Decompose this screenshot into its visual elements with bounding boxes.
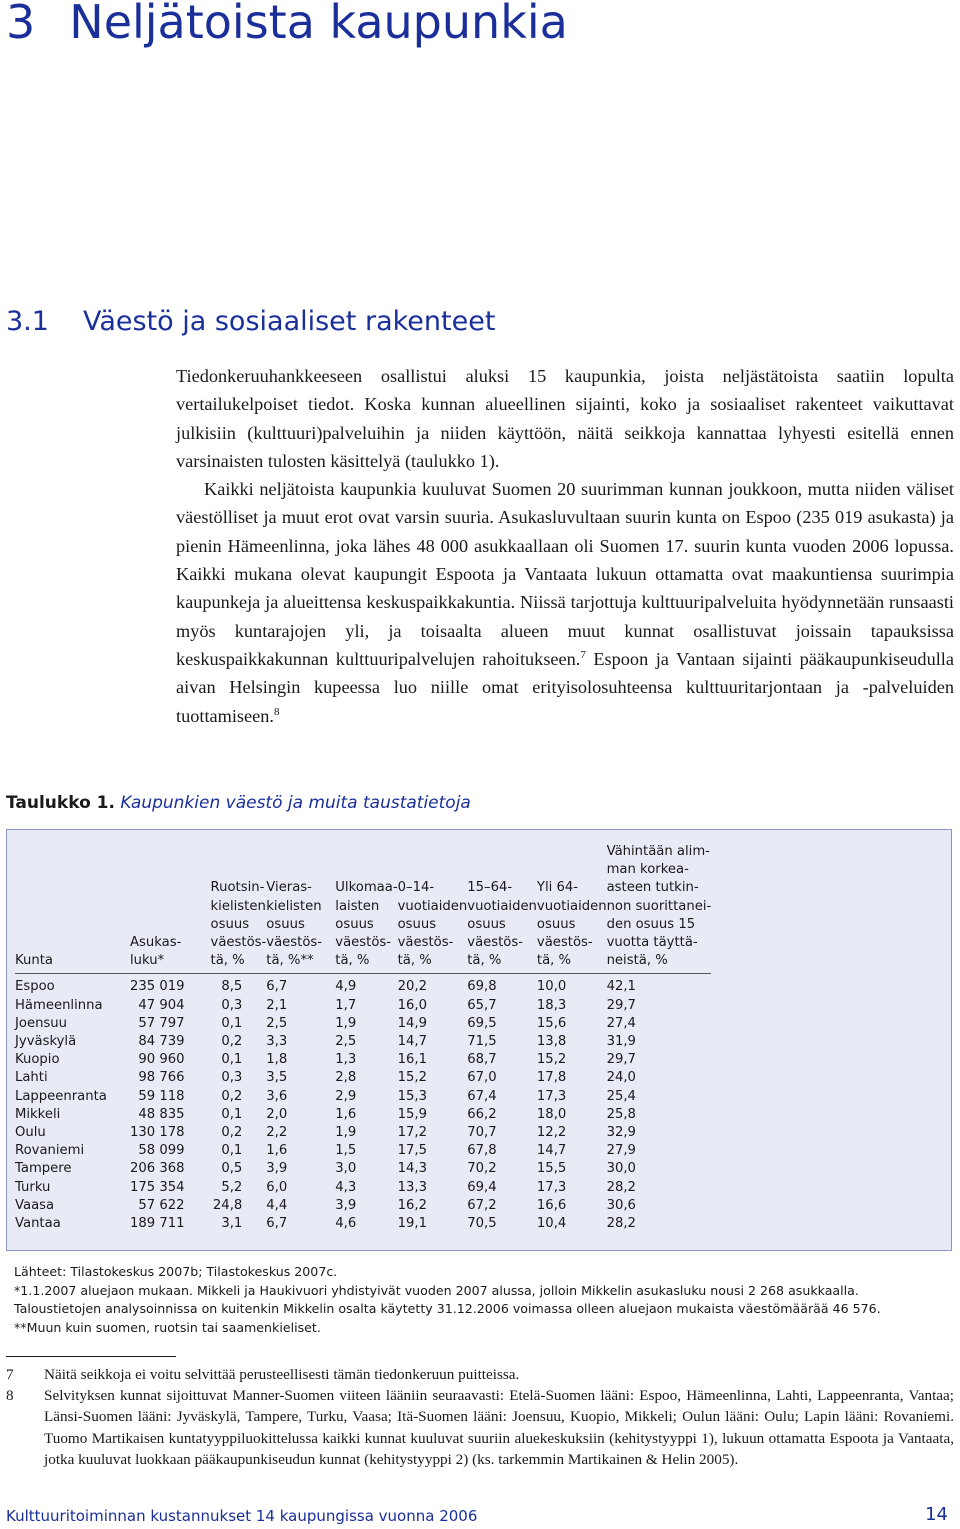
column-header-line: man korkea- [606, 862, 689, 878]
table-cell: 15,3 [397, 1088, 427, 1104]
footnote-number: 7 [6, 1366, 14, 1383]
table-cell: 0,2 [221, 1125, 243, 1141]
table-cell: 8,5 [221, 979, 243, 995]
table-note: **Muun kuin suomen, ruotsin tai saamenkieliset. [14, 1319, 321, 1335]
column-header-line: Kunta [15, 953, 53, 969]
table-caption-label: Taulukko 1. [6, 793, 115, 813]
city-name-cell: Vaasa [15, 1197, 55, 1213]
table-cell: 69,5 [467, 1015, 497, 1031]
city-name-cell: Tampere [15, 1161, 72, 1177]
table-cell: 0,5 [221, 1161, 243, 1177]
table-cell: 0,2 [221, 1088, 243, 1104]
table-cell: 0,2 [221, 1034, 243, 1050]
column-header-line: Yli 64- [536, 880, 579, 896]
chapter-title-text: Neljätoista kaupunkia [69, 0, 568, 49]
table-cell: 0,1 [221, 1106, 243, 1122]
table-cell: 25,4 [606, 1088, 636, 1104]
table-cell: 28,2 [606, 1179, 636, 1195]
table-cell: 19,1 [397, 1216, 427, 1232]
column-header-line: väestös- [536, 935, 593, 951]
footnote-text: Näitä seikkoja ei voitu selvittää perusteellisesti tämän tiedonkeruun puitteissa. [44, 1366, 520, 1383]
table-cell: 14,3 [397, 1161, 427, 1177]
table-note: *1.1.2007 aluejaon mukaan. Mikkeli ja Haukivuori yhdistyivät vuoden 2007 alussa, jolloin Mikkelin asukasluku nousi 2 268 asukkaalla. [14, 1282, 859, 1298]
table-row [15, 1197, 711, 1215]
table-cell: 10,0 [536, 979, 567, 995]
table-cell: 18,3 [536, 997, 567, 1013]
table-row [15, 974, 711, 997]
column-header-line: tä, % [467, 953, 502, 969]
page-number: 14 [925, 1504, 948, 1525]
chapter-number: 3 [6, 0, 36, 49]
table-cell: 32,9 [606, 1125, 636, 1141]
table-cell: 17,2 [397, 1125, 427, 1141]
table-cell: 65,7 [467, 997, 497, 1013]
column-header-line: osuus [335, 916, 374, 932]
table-cell: 30,6 [606, 1197, 636, 1213]
column-header-line: tä, % [210, 953, 245, 969]
city-name-cell: Lappeenranta [15, 1088, 107, 1104]
column-header-line: väestös- [467, 935, 524, 951]
table-row [15, 1051, 711, 1069]
column-header-line: väestös- [266, 935, 323, 951]
table-cell: 67,8 [467, 1143, 497, 1159]
table-cell: 0,1 [221, 1052, 243, 1068]
population-table [15, 843, 711, 1233]
table-cell: 4,6 [335, 1216, 357, 1232]
table-cell: 235 019 [130, 979, 185, 995]
table-body [15, 974, 711, 1233]
table-cell: 2,5 [266, 1015, 288, 1031]
table-cell: 29,7 [606, 997, 636, 1013]
column-header-line: asteen tutkin- [606, 880, 699, 896]
column-header [335, 843, 397, 974]
column-header-line: osuus [397, 916, 437, 932]
table-cell: 57 622 [138, 1197, 185, 1213]
table-cell: 2,9 [335, 1088, 357, 1104]
table-cell: 2,2 [266, 1125, 288, 1141]
table-cell: 1,8 [266, 1052, 288, 1068]
table-cell: 2,5 [335, 1034, 357, 1050]
table-cell: 17,8 [536, 1070, 567, 1086]
table-cell: 59 118 [138, 1088, 185, 1104]
table-cell: 69,8 [467, 979, 497, 995]
footer-title: Kulttuuritoiminnan kustannukset 14 kaupungissa vuonna 2006 [6, 1507, 478, 1525]
column-header-line: vuotiaiden [397, 898, 468, 914]
table-cell: 14,9 [397, 1015, 427, 1031]
table-cell: 70,7 [467, 1125, 497, 1141]
column-header-line: laisten [335, 898, 380, 914]
table-cell: 5,2 [221, 1179, 243, 1195]
section-title [6, 300, 495, 344]
body-text [176, 362, 954, 730]
table-cell: 0,1 [221, 1015, 243, 1031]
column-header [211, 843, 267, 974]
table-row [15, 997, 711, 1015]
table-note: Taloustietojen analysoinnissa on kuitenkin Mikkelin osalta käytetty 31.12.2006 voimassa olleen aluejaon mukaista väestömäärää 46 576. [14, 1301, 881, 1316]
table-cell: 0,1 [221, 1143, 243, 1159]
table-cell: 67,2 [467, 1197, 497, 1213]
column-header-line: Vieras- [266, 880, 312, 896]
city-name-cell: Lahti [15, 1070, 48, 1086]
table-cell: 24,0 [606, 1070, 636, 1086]
column-header [15, 843, 130, 974]
city-name-cell: Jyväskylä [15, 1034, 77, 1050]
table-cell: 4,4 [266, 1197, 288, 1213]
table-cell: 58 099 [138, 1143, 185, 1159]
table-cell: 25,8 [606, 1106, 636, 1122]
table-cell: 189 711 [130, 1216, 185, 1232]
paragraph-2 [176, 475, 954, 730]
chapter-title [6, 0, 568, 52]
city-name-cell: Espoo [15, 979, 55, 995]
table-cell: 206 368 [130, 1161, 185, 1177]
column-header [607, 843, 712, 974]
column-header-line: tä, % [335, 953, 370, 969]
table-cell: 71,5 [467, 1034, 497, 1050]
table-cell: 15,9 [397, 1106, 427, 1122]
table-cell: 1,7 [335, 997, 357, 1013]
table-cell: 17,3 [536, 1179, 567, 1195]
column-header [537, 843, 607, 974]
column-header-line: neistä, % [606, 953, 668, 969]
table-cell: 13,3 [397, 1179, 427, 1195]
table-cell: 16,2 [397, 1197, 427, 1213]
table-cell: 3,9 [335, 1197, 357, 1213]
column-header-line: 0–14- [397, 880, 435, 896]
footnote-divider [6, 1356, 176, 1357]
column-header-line: kielisten [266, 898, 322, 914]
table-cell: 31,9 [606, 1034, 636, 1050]
table-cell: 14,7 [536, 1143, 567, 1159]
table-note: Lähteet: Tilastokeskus 2007b; Tilastokeskus 2007c. [14, 1264, 338, 1279]
table-cell: 70,2 [467, 1161, 497, 1177]
table-row [15, 1124, 711, 1142]
table-cell: 67,0 [467, 1070, 497, 1086]
table-cell: 17,5 [397, 1143, 427, 1159]
table-cell: 4,9 [335, 979, 357, 995]
table-row [15, 1033, 711, 1051]
table-cell: 70,5 [467, 1216, 497, 1232]
table-cell: 3,5 [266, 1070, 288, 1086]
table-row [15, 1088, 711, 1106]
table-cell: 1,6 [266, 1143, 288, 1159]
table-cell: 1,9 [335, 1125, 357, 1141]
column-header-line: Ulkomaa- [335, 880, 398, 896]
table-cell: 0,3 [221, 997, 243, 1013]
column-header-line: väestös- [397, 935, 454, 951]
table-cell: 16,0 [397, 997, 427, 1013]
column-header-line: osuus [266, 916, 305, 932]
table-cell: 30,0 [606, 1161, 636, 1177]
table-notes [14, 1263, 944, 1337]
table-cell: 1,5 [335, 1143, 357, 1159]
column-header-line: osuus [536, 916, 576, 932]
footnote-ref-8[interactable]: 8 [274, 705, 280, 718]
column-header-line: väestös- [335, 935, 392, 951]
column-header-line: kielisten [210, 898, 266, 914]
table-cell: 2,1 [266, 997, 288, 1013]
paragraph-2-text: Kaikki neljätoista kaupunkia kuuluvat Suomen 20 suurimman kunnan joukkoon, mutta niiden väliset väestölliset ja muut erot ovat varsin suuria. Asukasluvultaan suurin kunta on Espoo (235 019 asukasta) ja pienin Hämeenlinna, joka lähes 48 000 asukkaallaan oli Suomen 17. suurin kunta vuoden 2006 lopussa. Kaikki mukana olevat kaupungit Espoota ja Vantaata lukuun ottamatta ovat maakuntiensa suurimpia kaupunkeja ja alueittensa keskuspaikkakuntia. Niissä tarjottuja kulttuuripalveluita hyödynnetään runsaasti myös kuntarajojen yli, ja toisaalta alueen muut kunnat osallistuvat joissain tapauksissa keskuspaikkakunnan kulttuuripalvelujen rahoitukseen. [176, 479, 954, 669]
column-header-line: luku* [130, 953, 165, 969]
column-header [467, 843, 537, 974]
table-cell: 57 797 [138, 1015, 185, 1031]
table-cell: 3,0 [335, 1161, 357, 1177]
table-cell: 15,2 [397, 1070, 427, 1086]
table-row [15, 1160, 711, 1178]
table-cell: 12,2 [536, 1125, 567, 1141]
table-cell: 20,2 [397, 979, 427, 995]
table-cell: 10,4 [536, 1216, 567, 1232]
footnote-text: Selvityksen kunnat sijoittuvat Manner-Suomen viiteen lääniin seuraavasti: Etelä-Suomen lääni: Espoo, Hämeenlinna, Lahti, Lappeenranta, Vantaa; Länsi-Suomen lääni: Jyväskylä, Tampere, Turku, Vaasa; Itä-Suomen lääni: Joensuu, Kuopio, Mikkeli; Oulun lääni: Oulu; Lapin lääni: Rovaniemi. Tuomo Martikaisen kuntatyyppiluokittelussa kaikki kunnat kuuluvat suuriin aluekeskuksiin (kehitystyyppi 1), lukuun ottamatta Espoota ja Vantaata, jotka kuuluvat luokkaan pääkaupunkiseudun kunnat (kehitystyyppi 2) (ks. tarkemmin Martikainen & Helin 2005). [44, 1387, 954, 1468]
table-row [15, 1179, 711, 1197]
column-header-line: väestös- [210, 935, 267, 951]
paragraph-2-text-cont: Espoon ja Vantaan sijainti pääkaupunkiseudulla aivan Helsingin kupeessa luo niille omat erityisolosuhteensa kulttuuritarjontaan ja -palveluiden tuottamiseen. [176, 648, 954, 726]
footnotes [6, 1364, 954, 1470]
paragraph-1: Tiedonkeruuhankkeeseen osallistui aluksi 15 kaupunkia, joista neljästätoista saatiin lopulta vertailukelpoiset tiedot. Koska kunnan alueellinen sijainti, koko ja sosiaaliset rakenteet vaikuttavat julkisiin (kulttuuri)palveluihin ja niiden käyttöön, näitä seikkoja kannattaa lyhyesti esitellä ennen varsinaisten tulosten käsittelyä (taulukko 1). [176, 366, 954, 471]
table-cell: 6,0 [266, 1179, 288, 1195]
table-cell: 28,2 [606, 1216, 636, 1232]
city-name-cell: Joensuu [15, 1015, 68, 1031]
table-cell: 29,7 [606, 1052, 636, 1068]
table-cell: 2,0 [266, 1106, 288, 1122]
column-header [130, 843, 211, 974]
table-cell: 175 354 [130, 1179, 185, 1195]
table-cell: 16,6 [536, 1197, 567, 1213]
table-cell: 27,9 [606, 1143, 636, 1159]
table-cell: 1,3 [335, 1052, 357, 1068]
table-cell: 3,3 [266, 1034, 288, 1050]
column-header-line: tä, % [536, 953, 572, 969]
table-cell: 1,9 [335, 1015, 357, 1031]
table-cell: 17,3 [536, 1088, 567, 1104]
table-cell: 1,6 [335, 1106, 357, 1122]
table-cell: 13,8 [536, 1034, 567, 1050]
table-cell: 98 766 [138, 1070, 185, 1086]
table-cell: 66,2 [467, 1106, 497, 1122]
table-cell: 15,2 [536, 1052, 567, 1068]
table-cell: 2,8 [335, 1070, 357, 1086]
column-header-line: den osuus 15 [606, 916, 696, 932]
table-cell: 15,5 [536, 1161, 567, 1177]
footnote-7 [6, 1364, 954, 1385]
column-header-line: Ruotsin- [210, 880, 265, 896]
table-cell: 69,4 [467, 1179, 497, 1195]
table-header-row [15, 843, 711, 974]
column-header-line: vuotiaiden [467, 898, 537, 914]
table-row [15, 1015, 711, 1033]
table-cell: 68,7 [467, 1052, 497, 1068]
table-caption [6, 790, 471, 816]
table-cell: 48 835 [138, 1106, 185, 1122]
column-header-line: osuus [210, 916, 250, 932]
footnote-8 [6, 1385, 954, 1470]
table-row [15, 1215, 711, 1233]
column-header-line: Vähintään alim- [606, 844, 710, 859]
table-cell: 42,1 [606, 979, 636, 995]
table-cell: 27,4 [606, 1015, 636, 1031]
footnote-ref-7[interactable]: 7 [580, 648, 586, 661]
table-row [15, 1142, 711, 1160]
table-cell: 18,0 [536, 1106, 567, 1122]
column-header-line: 15–64- [467, 880, 513, 896]
table-cell: 3,6 [266, 1088, 288, 1104]
city-name-cell: Turku [15, 1179, 51, 1195]
table-cell: 0,3 [221, 1070, 243, 1086]
footnote-number: 8 [6, 1387, 14, 1405]
table-panel [6, 829, 952, 1251]
city-name-cell: Kuopio [15, 1052, 60, 1068]
table-cell: 67,4 [467, 1088, 497, 1104]
table-cell: 24,8 [212, 1197, 243, 1213]
city-name-cell: Vantaa [15, 1216, 61, 1232]
table-cell: 130 178 [130, 1125, 185, 1141]
column-header [266, 843, 335, 974]
table-cell: 4,3 [335, 1179, 357, 1195]
table-cell: 16,1 [397, 1052, 427, 1068]
column-header-line: Asukas- [130, 935, 182, 951]
column-header-line: vuotta täyttä- [606, 935, 698, 951]
table-cell: 47 904 [138, 997, 185, 1013]
city-name-cell: Rovaniemi [15, 1143, 85, 1159]
table-row [15, 1069, 711, 1087]
column-header-line: vuotiaiden [536, 898, 607, 914]
table-cell: 3,1 [221, 1216, 243, 1232]
table-cell: 15,6 [536, 1015, 567, 1031]
city-name-cell: Oulu [15, 1125, 46, 1141]
table-cell: 3,9 [266, 1161, 288, 1177]
column-header [398, 843, 468, 974]
section-title-text: Väestö ja sosiaaliset rakenteet [82, 306, 496, 337]
column-header-line: tä, %** [266, 953, 314, 969]
table-cell: 6,7 [266, 979, 288, 995]
table-cell: 84 739 [138, 1034, 185, 1050]
table-cell: 6,7 [266, 1216, 288, 1232]
column-header-line: non suorittanei- [606, 898, 712, 914]
table-cell: 90 960 [138, 1052, 185, 1068]
city-name-cell: Mikkeli [15, 1106, 61, 1122]
column-header-line: osuus [467, 916, 506, 932]
table-row [15, 1106, 711, 1124]
table-caption-title: Kaupunkien väestö ja muita taustatietoja [120, 793, 471, 813]
section-number: 3.1 [6, 306, 49, 337]
column-header-line: tä, % [397, 953, 432, 969]
table-cell: 14,7 [397, 1034, 427, 1050]
city-name-cell: Hämeenlinna [15, 997, 103, 1013]
